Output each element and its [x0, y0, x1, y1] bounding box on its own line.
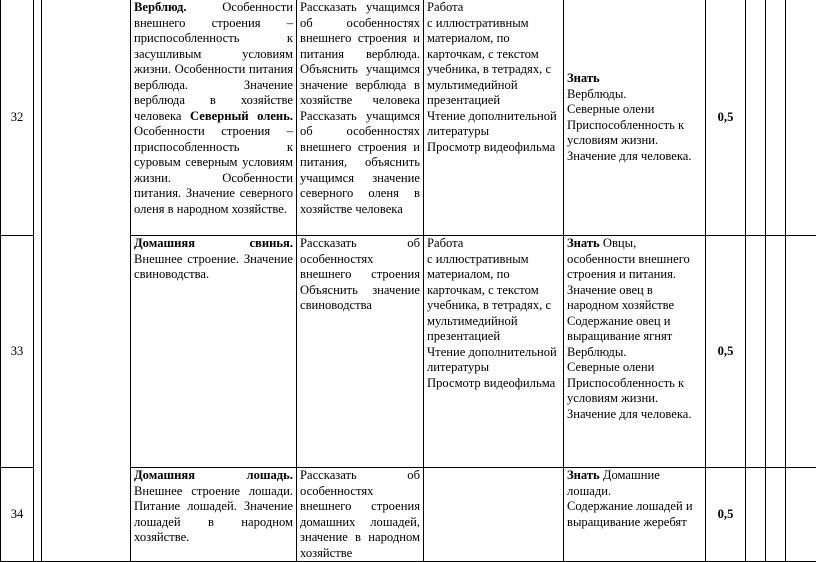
work-line: Чтение дополнительной литературы — [427, 109, 560, 140]
knowledge-line: Северные олени — [567, 102, 702, 118]
score-cell: 0,5 — [706, 468, 746, 562]
knowledge-line: Овцы, особенности внешнего строения и питания. Значение овец в народном хозяйстве — [567, 236, 690, 312]
work-line: Просмотр видеофильма — [427, 376, 560, 392]
knowledge-label: Знать — [567, 236, 600, 250]
topic-text: Особенности внешнего строения – приспособленность к засушливым условиям жизни. Особенности питания верблюда. Значение верблюда в хозяйстве человека — [134, 0, 293, 123]
work-line: Просмотр видеофильма — [427, 140, 560, 156]
empty-cell — [786, 236, 816, 468]
topic-cell — [131, 0, 297, 236]
empty-cell — [766, 236, 786, 468]
student-work-cell — [424, 0, 564, 236]
work-line: Чтение дополнительной литературы — [427, 345, 560, 376]
lesson-number: 33 — [1, 236, 34, 468]
topic-title: Домашняя свинья. — [134, 236, 293, 250]
topic-text: Внешнее строение лошади. Питание лошадей. Значение лошадей в народном хозяйстве. — [134, 484, 293, 545]
lesson-number: 34 — [1, 468, 34, 562]
topic-text: Внешнее строение. Значение свиноводства. — [134, 252, 293, 282]
knowledge-line: Приспособленность к условиям жизни. — [567, 376, 702, 407]
knowledge-line: Приспособленность к условиям жизни. — [567, 118, 702, 149]
empty-cell — [786, 468, 816, 562]
knowledge-line: Домашние лошади. — [567, 468, 660, 498]
student-work-cell — [424, 236, 564, 468]
lesson-number: 32 — [1, 0, 34, 236]
knowledge-line: Значение для человека. — [567, 149, 702, 165]
score-cell: 0,5 — [706, 236, 746, 468]
topic-title: Домашняя лошадь. — [134, 468, 293, 482]
spacer-cell — [34, 0, 42, 562]
knowledge-label: Знать — [567, 468, 600, 482]
empty-cell — [746, 0, 766, 236]
spacer-cell — [42, 0, 131, 562]
knowledge-line: Содержание лошадей и выращивание жеребят — [567, 499, 702, 530]
topic-title: Верблюд. — [134, 0, 186, 14]
topic-text: Особенности строения – приспособленность к суровым северным условиям жизни. Особенности питания. Значение северного оленя в народном хозяйстве. — [134, 124, 293, 216]
work-line: с иллюстративным материалом, по карточкам, с текстом учебника, в тетрадях, с мультимедийной презентацией — [427, 16, 560, 109]
knowledge-line: Верблюды. — [567, 87, 702, 103]
topic-cell — [131, 468, 297, 562]
knowledge-cell — [564, 0, 706, 236]
work-line: Работа — [427, 236, 560, 252]
knowledge-label: Знать — [567, 71, 702, 87]
topic-title: Северный олень. — [190, 109, 293, 123]
knowledge-line: Северные олени — [567, 360, 702, 376]
knowledge-cell — [564, 468, 706, 562]
empty-cell — [746, 468, 766, 562]
score-cell: 0,5 — [706, 0, 746, 236]
student-work-cell — [424, 468, 564, 562]
teacher-activity-cell: Рассказать об особенностях внешнего строения домашних лошадей, значение в народном хозяйстве — [297, 468, 424, 562]
knowledge-cell — [564, 236, 706, 468]
work-line: с иллюстративным материалом, по карточкам, с текстом учебника, в тетрадях, с мультимедийной презентацией — [427, 252, 560, 345]
knowledge-line: Значение для человека. — [567, 407, 702, 423]
empty-cell — [786, 0, 816, 236]
work-line: Работа — [427, 0, 560, 16]
table-row — [1, 0, 816, 236]
empty-cell — [746, 236, 766, 468]
teacher-activity-cell: Рассказать учащимся об особенностях внешнего строения и питания верблюда. Объяснить учащимся значение верблюда в хозяйстве человека Рассказать учащимся об особенностях внешнего строения и питания, объяснить учащимся значение северного оленя в хозяйстве человека — [297, 0, 424, 236]
empty-cell — [766, 468, 786, 562]
topic-cell — [131, 236, 297, 468]
empty-cell — [766, 0, 786, 236]
teacher-activity-cell: Рассказать об особенностях внешнего строения Объяснить значение свиноводства — [297, 236, 424, 468]
knowledge-line: Верблюды. — [567, 345, 702, 361]
knowledge-line: Содержание овец и выращивание ягнят — [567, 314, 702, 345]
